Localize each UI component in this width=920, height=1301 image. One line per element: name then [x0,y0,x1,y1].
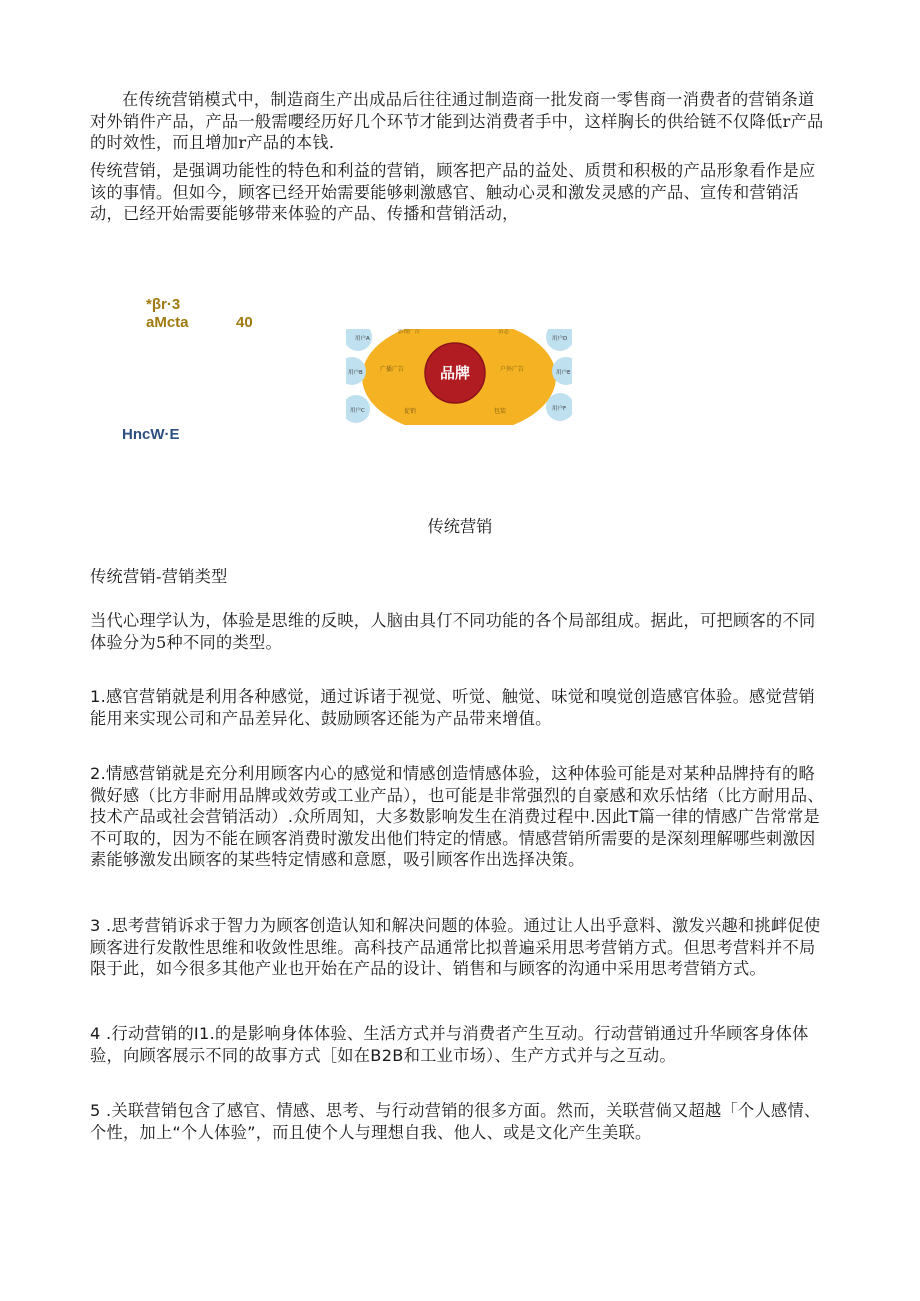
list-item-4: 4 .行动营销的I1.的是影响身体体验、生活方式并与消费者产生互动。行动营销通过升华顾客身体体验，向顾客展示不同的故事方式［如在B2B和工业市场）、生产方式并与之互动。 [90,1024,809,1065]
node-label-e: 用户E [556,370,571,376]
intro-paragraph-2: 传统营销，是强调功能性的特色和利益的营销，顾客把产品的益处、质贯和积极的产品形象看作是应该的事情。但如今，顾客已经开始需要能够刺激感官、触动心灵和激发灵感的产品、宣传和营销活动，已经开始需要能够带来体验的产品、传播和营销活动， [90,161,816,223]
legend-mid-right-label: 40 [236,314,253,331]
list-item-5: 5 .关联营销包含了感官、情感、思考、与行动营销的很多方面。然而，关联营倘又超越「个人感情、个性，加上“个人体验”，而且使个人与理想自我、他人、或是文化产生美联。 [90,1101,821,1142]
brand-center-label: 品牌 [439,364,471,382]
ring-label-packaging: 包装 [494,408,507,415]
node-label-f: 用户F [552,406,567,412]
list-item-2: 2.情感营销就是充分利用顾客内心的感觉和情感创造情感体验，这种体验可能是对某种品牌持有的略微好感（比方非耐用品牌或效劳或工业产品），也可能是非常强烈的自豪感和欢乐怙绪（比方耐用品、技术产品或社会营销活动）.众所周知，大多数影响发生在消费过程中.因此T篇一律的情感广告常常是不可取的，因为不能在顾客消费时激发出他们特定的情感。情感营销所需要的是深刻理解哪些刺激因素能够激发出顾客的某些特定情感和意愿，吸引顾客作出选择决策。 [90,764,824,869]
types-intro-paragraph: 当代心理学认为，体验是思维的反映，人脑由具仃不同功能的各个局部组成。据此，可把顾客的不同体验分为5种不同的类型。 [90,611,816,652]
legend-bottom-label: HncW·E [122,426,180,443]
intro-paragraph-1: 在传统营销模式中，制造商生产出成品后往往通过制造商一批发商一零售商一消费者的营销条道对外销件产品，产品一般需嚶经历好几个环节才能到达消费者手中，这样胸长的供给链不仅降低r产品的时效性，而且增加r产品的本钱. [90,90,824,152]
section-title: 传统营销-营销类型 [90,567,228,586]
ring-label-magazine: 杂志 [498,329,510,335]
node-label-b: 用户B [348,370,363,376]
brand-diagram [346,329,572,425]
legend-mid-left-label: aMcta [146,314,189,331]
node-label-d: 用户D [552,336,568,342]
ring-label-broadcast: 广播广告 [380,366,405,373]
node-label-c: 用户C [350,408,365,414]
ring-label-film: 影视广告 [398,329,421,335]
list-item-3: 3 .思考营销诉求于智力为顾客创造认知和解决问题的体验。通过让人出乎意料、激发兴趣和挑衅促使顾客进行发散性思维和收敛性思维。高科技产品通常比拟普遍采用思考营销方式。但思考营料并不局限于此，如今很多其他产业也开始在产品的设计、销售和与顾客的沟通中采用思考营销方式。 [90,916,821,978]
ring-label-promotion: 促销 [404,408,417,415]
figure-caption: 传统营销 [427,517,493,536]
traditional-marketing-figure [0,280,920,460]
legend-top-label: *βr·3 [146,296,181,313]
list-item-1: 1.感官营销就是利用各种感觉，通过诉诸于视觉、听觉、触觉、味觉和嗅觉创造感官体验。感觉营销能用来实现公司和产品差异化、鼓励顾客还能为产品带来增值。 [90,687,816,728]
node-label-a: 用户A [355,336,370,342]
ring-label-outdoor: 户外广告 [500,366,525,373]
